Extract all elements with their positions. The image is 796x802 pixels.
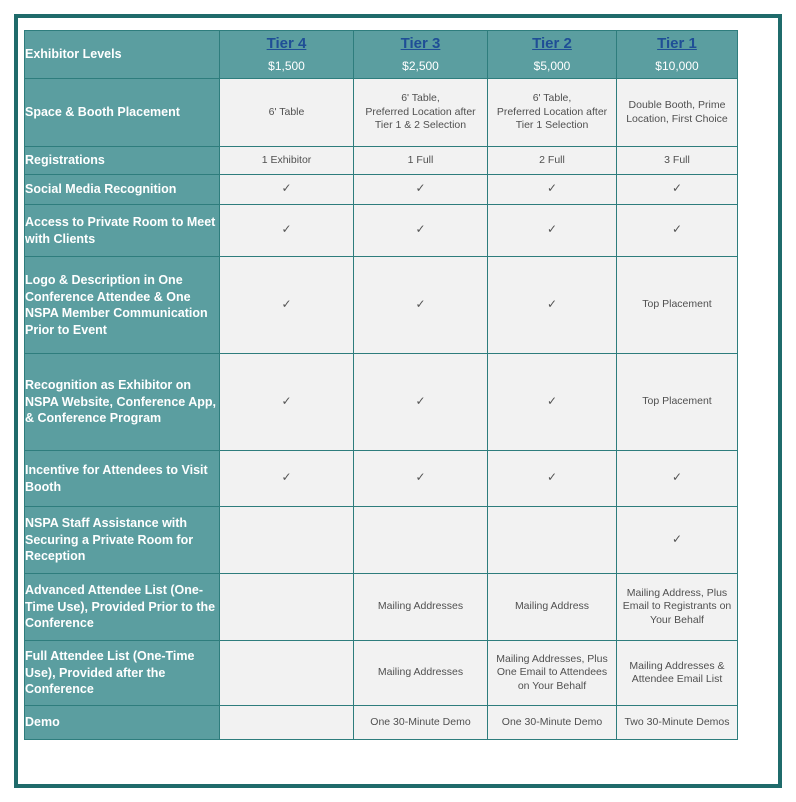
row-label: Recognition as Exhibitor on NSPA Website, Conference App, & Conference Program <box>25 354 220 451</box>
row-label: Full Attendee List (One-Time Use), Provided after the Conference <box>25 641 220 706</box>
text-cell <box>354 706 488 740</box>
text-cell <box>354 79 488 147</box>
empty-cell <box>220 641 354 706</box>
check-cell <box>617 205 738 257</box>
empty-cell <box>220 574 354 641</box>
check-icon: ✓ <box>415 393 426 408</box>
text-cell <box>617 257 738 354</box>
header-row <box>25 31 738 79</box>
table-row <box>25 451 738 507</box>
row-label: Space & Booth Placement <box>25 79 220 147</box>
tier-4-price: $1,500 <box>268 59 305 73</box>
text-cell <box>617 147 738 175</box>
check-icon: ✓ <box>671 470 683 485</box>
row-label: Incentive for Attendees to Visit Booth <box>25 451 220 507</box>
check-icon: ✓ <box>415 181 426 196</box>
row-label: Demo <box>25 706 220 740</box>
row-label: Access to Private Room to Meet with Clients <box>25 205 220 257</box>
check-icon: ✓ <box>546 296 558 311</box>
cell-text: Mailing Addresses <box>377 666 464 679</box>
text-cell <box>354 574 488 641</box>
text-cell <box>617 641 738 706</box>
cell-text: Top Placement <box>642 298 712 311</box>
cell-text: Mailing Address, Plus Email to Registrants on Your Behalf <box>622 586 732 626</box>
table-row <box>25 79 738 147</box>
check-icon: ✓ <box>415 470 426 485</box>
check-cell <box>488 354 617 451</box>
table-row <box>25 706 738 740</box>
check-cell <box>220 257 354 354</box>
tier-3-price: $2,500 <box>402 59 439 73</box>
table-row <box>25 354 738 451</box>
tier-2-link[interactable]: Tier 2 <box>532 35 572 52</box>
text-cell <box>488 79 617 147</box>
check-icon: ✓ <box>671 531 683 546</box>
table-row <box>25 507 738 574</box>
check-cell <box>617 451 738 507</box>
tier-3-link[interactable]: Tier 3 <box>400 35 441 52</box>
text-cell <box>617 574 738 641</box>
text-cell <box>617 706 738 740</box>
check-cell <box>220 175 354 205</box>
check-cell <box>617 175 738 205</box>
cell-text: 6' Table <box>268 105 305 118</box>
check-cell <box>354 354 488 451</box>
tier-1-price: $10,000 <box>655 59 699 73</box>
check-cell <box>220 451 354 507</box>
text-cell <box>488 641 617 706</box>
cell-text: Mailing Addresses, Plus One Email to Attendees on Your Behalf <box>496 652 608 692</box>
check-cell <box>488 205 617 257</box>
check-icon: ✓ <box>281 470 292 485</box>
check-icon: ✓ <box>415 222 426 237</box>
empty-cell <box>220 706 354 740</box>
check-icon: ✓ <box>546 181 558 196</box>
check-cell <box>220 205 354 257</box>
exhibitor-levels-table <box>24 30 738 740</box>
text-cell <box>617 354 738 451</box>
cell-text: One 30-Minute Demo <box>501 715 603 728</box>
check-cell <box>354 205 488 257</box>
check-icon: ✓ <box>546 393 558 408</box>
tier-1-link[interactable]: Tier 1 <box>657 35 697 52</box>
row-label: Registrations <box>25 147 220 175</box>
table-row <box>25 641 738 706</box>
table-row <box>25 205 738 257</box>
check-icon: ✓ <box>415 296 426 311</box>
check-icon: ✓ <box>671 181 683 196</box>
cell-text: 1 Exhibitor <box>261 153 312 166</box>
text-cell <box>488 147 617 175</box>
check-cell <box>617 507 738 574</box>
table-body <box>25 31 738 740</box>
header-label: Exhibitor Levels <box>25 31 220 79</box>
row-label: NSPA Staff Assistance with Securing a Private Room for Reception <box>25 507 220 574</box>
cell-text: 6' Table, Preferred Location after Tier 1 Selection <box>496 92 608 132</box>
tier-2-header <box>488 31 617 79</box>
cell-text: 1 Full <box>407 153 434 166</box>
check-icon: ✓ <box>546 470 558 485</box>
check-cell <box>488 451 617 507</box>
cell-text: 6' Table, Preferred Location after Tier 1 & 2 Selection <box>365 92 476 132</box>
table-row <box>25 147 738 175</box>
check-icon: ✓ <box>281 393 292 408</box>
table-row <box>25 257 738 354</box>
row-label: Advanced Attendee List (One-Time Use), Provided Prior to the Conference <box>25 574 220 641</box>
text-cell <box>220 79 354 147</box>
text-cell <box>617 79 738 147</box>
cell-text: 3 Full <box>664 153 690 166</box>
row-label: Logo & Description in One Conference Attendee & One NSPA Member Communication Prior to Event <box>25 257 220 354</box>
check-icon: ✓ <box>281 181 292 196</box>
tier-2-price: $5,000 <box>533 59 571 73</box>
tier-3-header <box>354 31 488 79</box>
text-cell <box>488 706 617 740</box>
check-icon: ✓ <box>671 222 683 237</box>
cell-text: 2 Full <box>539 153 565 166</box>
tier-4-link[interactable]: Tier 4 <box>266 35 307 52</box>
cell-text: Top Placement <box>642 395 712 408</box>
text-cell <box>354 147 488 175</box>
text-cell <box>488 574 617 641</box>
check-cell <box>488 175 617 205</box>
empty-cell <box>220 507 354 574</box>
text-cell <box>220 147 354 175</box>
empty-cell <box>354 507 488 574</box>
check-cell <box>488 257 617 354</box>
cell-text: Mailing Addresses & Attendee Email List <box>629 659 725 685</box>
check-cell <box>354 451 488 507</box>
cell-text: Two 30-Minute Demos <box>624 715 730 728</box>
cell-text: Double Booth, Prime Location, First Choice <box>626 99 728 125</box>
check-icon: ✓ <box>546 222 558 237</box>
empty-cell <box>488 507 617 574</box>
cell-text: One 30-Minute Demo <box>370 715 471 728</box>
cell-text: Mailing Addresses <box>377 600 464 613</box>
table-row <box>25 574 738 641</box>
tier-4-header <box>220 31 354 79</box>
text-cell <box>354 641 488 706</box>
row-label: Social Media Recognition <box>25 175 220 205</box>
check-icon: ✓ <box>281 222 292 237</box>
cell-text: Mailing Address <box>514 600 590 613</box>
check-icon: ✓ <box>281 296 292 311</box>
tier-1-header <box>617 31 738 79</box>
check-cell <box>354 257 488 354</box>
check-cell <box>220 354 354 451</box>
check-cell <box>354 175 488 205</box>
table-row <box>25 175 738 205</box>
